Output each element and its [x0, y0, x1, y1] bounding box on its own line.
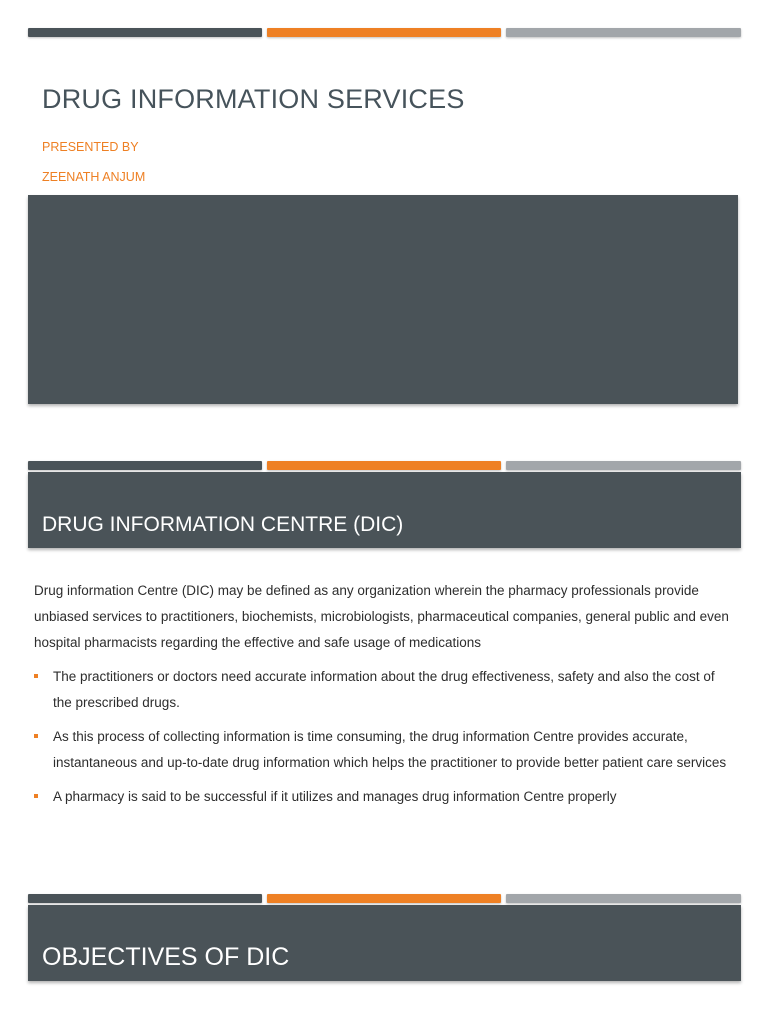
slide1-title: DRUG INFORMATION SERVICES: [42, 84, 465, 114]
list-item: [34, 724, 734, 776]
bullet-text: The practitioners or doctors need accurate information about the drug effectiveness, safety and also the cost of the prescribed drugs.: [53, 669, 715, 710]
list-item: [34, 784, 734, 810]
accent-segment-dark: [28, 28, 262, 37]
slide2-title: DRUG INFORMATION CENTRE (DIC): [42, 513, 404, 536]
bullet-square-icon: [34, 674, 38, 678]
accent-segment-dark: [28, 461, 262, 470]
accent-segment-orange: [267, 28, 501, 37]
slide2-paragraph: Drug information Centre (DIC) may be defined as any organization wherein the pharmacy professionals provide unbiased services to practitioners, biochemists, microbiologists, pharmaceutical companies, general public and even hospital pharmacists regarding the effective and safe usage of medications: [34, 583, 729, 650]
accent-segment-gray: [506, 894, 741, 903]
presenter-name: ZEENATH ANJUM: [42, 170, 146, 184]
accent-segment-dark: [28, 894, 262, 903]
accent-segment-orange: [267, 461, 501, 470]
presented-by-label: PRESENTED BY: [42, 140, 139, 154]
bullet-square-icon: [34, 794, 38, 798]
accent-bar-slide3: [28, 894, 741, 903]
slide2-bullet-list: [34, 664, 734, 818]
accent-bar-slide2: [28, 461, 741, 470]
accent-segment-gray: [506, 28, 741, 37]
accent-segment-orange: [267, 894, 501, 903]
title-image-panel: [28, 195, 738, 404]
bullet-text: A pharmacy is said to be successful if it utilizes and manages drug information Centre properly: [53, 789, 617, 804]
slide3-title: OBJECTIVES OF DIC: [42, 943, 290, 971]
bullet-text: As this process of collecting information is time consuming, the drug information Centre provides accurate, instantaneous and up-to-date drug information which helps the practitioner to provide better patient care services: [53, 729, 727, 770]
list-item: [34, 664, 734, 716]
accent-bar-top: [28, 28, 741, 37]
bullet-square-icon: [34, 734, 38, 738]
accent-segment-gray: [506, 461, 741, 470]
